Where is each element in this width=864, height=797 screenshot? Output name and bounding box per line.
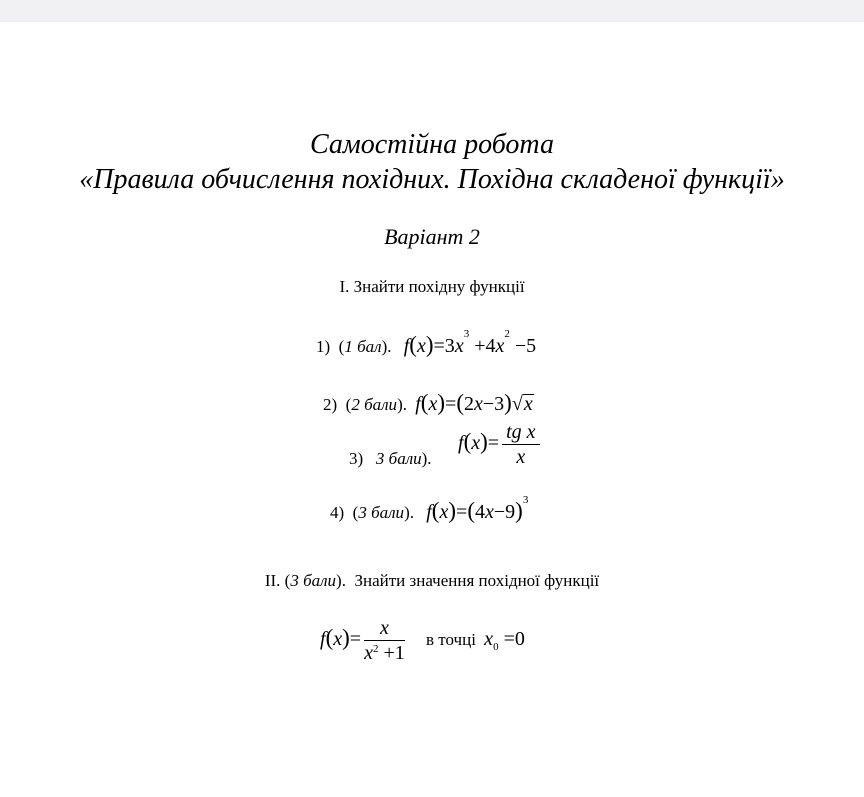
task-points: 2 бали [351, 395, 398, 414]
point-value: 0 [514, 628, 525, 651]
title-line-1: Самостійна робота [310, 129, 554, 160]
task-4: 4) (3 бали). $f(x)=(4x-9)^3$ [330, 494, 529, 523]
task-points: 3 бали [358, 503, 405, 522]
formula-4: $f(x)=(4x-9)^3$ [426, 494, 529, 523]
variant-label: Варіант 2 [384, 224, 480, 249]
section-2-heading: II. (3 бали). Знайти значення похідної функції [264, 571, 600, 590]
viewer-toolbar [0, 0, 864, 22]
formula-3: f(x)= $\frac{\text{tg x}}{x}$ [458, 422, 543, 467]
task-number: 3) [349, 449, 364, 468]
task-points: 1 бал [344, 337, 382, 356]
formula-2: f(x)=(2x−3)√x [415, 390, 533, 415]
document-page [0, 22, 864, 797]
title-line-2: «Правила обчислення похідних. Похідна складеної функції» [79, 164, 785, 195]
task-number: 2) [323, 395, 338, 414]
task-points: 3 бали [375, 449, 422, 468]
task-2: 2) (2 бали). f(x)=(2x−3)√x [323, 390, 533, 415]
section-2-formula: f(x)= $\frac{x}{x^2 +1}$ в точці $x_0 =0$ [320, 617, 525, 664]
task-3: 3) 3 бали). [349, 449, 432, 468]
task-number: 1) [316, 337, 331, 356]
task-number: 4) [330, 503, 345, 522]
formula-1: $f(x)=3x^3 +4x^2 -5$ [403, 328, 537, 357]
point-label: в точці [426, 630, 476, 650]
task-1: 1) (1 бал). $f(x)=3x^3 +4x^2 -5$ [316, 328, 537, 357]
section-1-heading: I. Знайти похідну функції [339, 277, 525, 296]
